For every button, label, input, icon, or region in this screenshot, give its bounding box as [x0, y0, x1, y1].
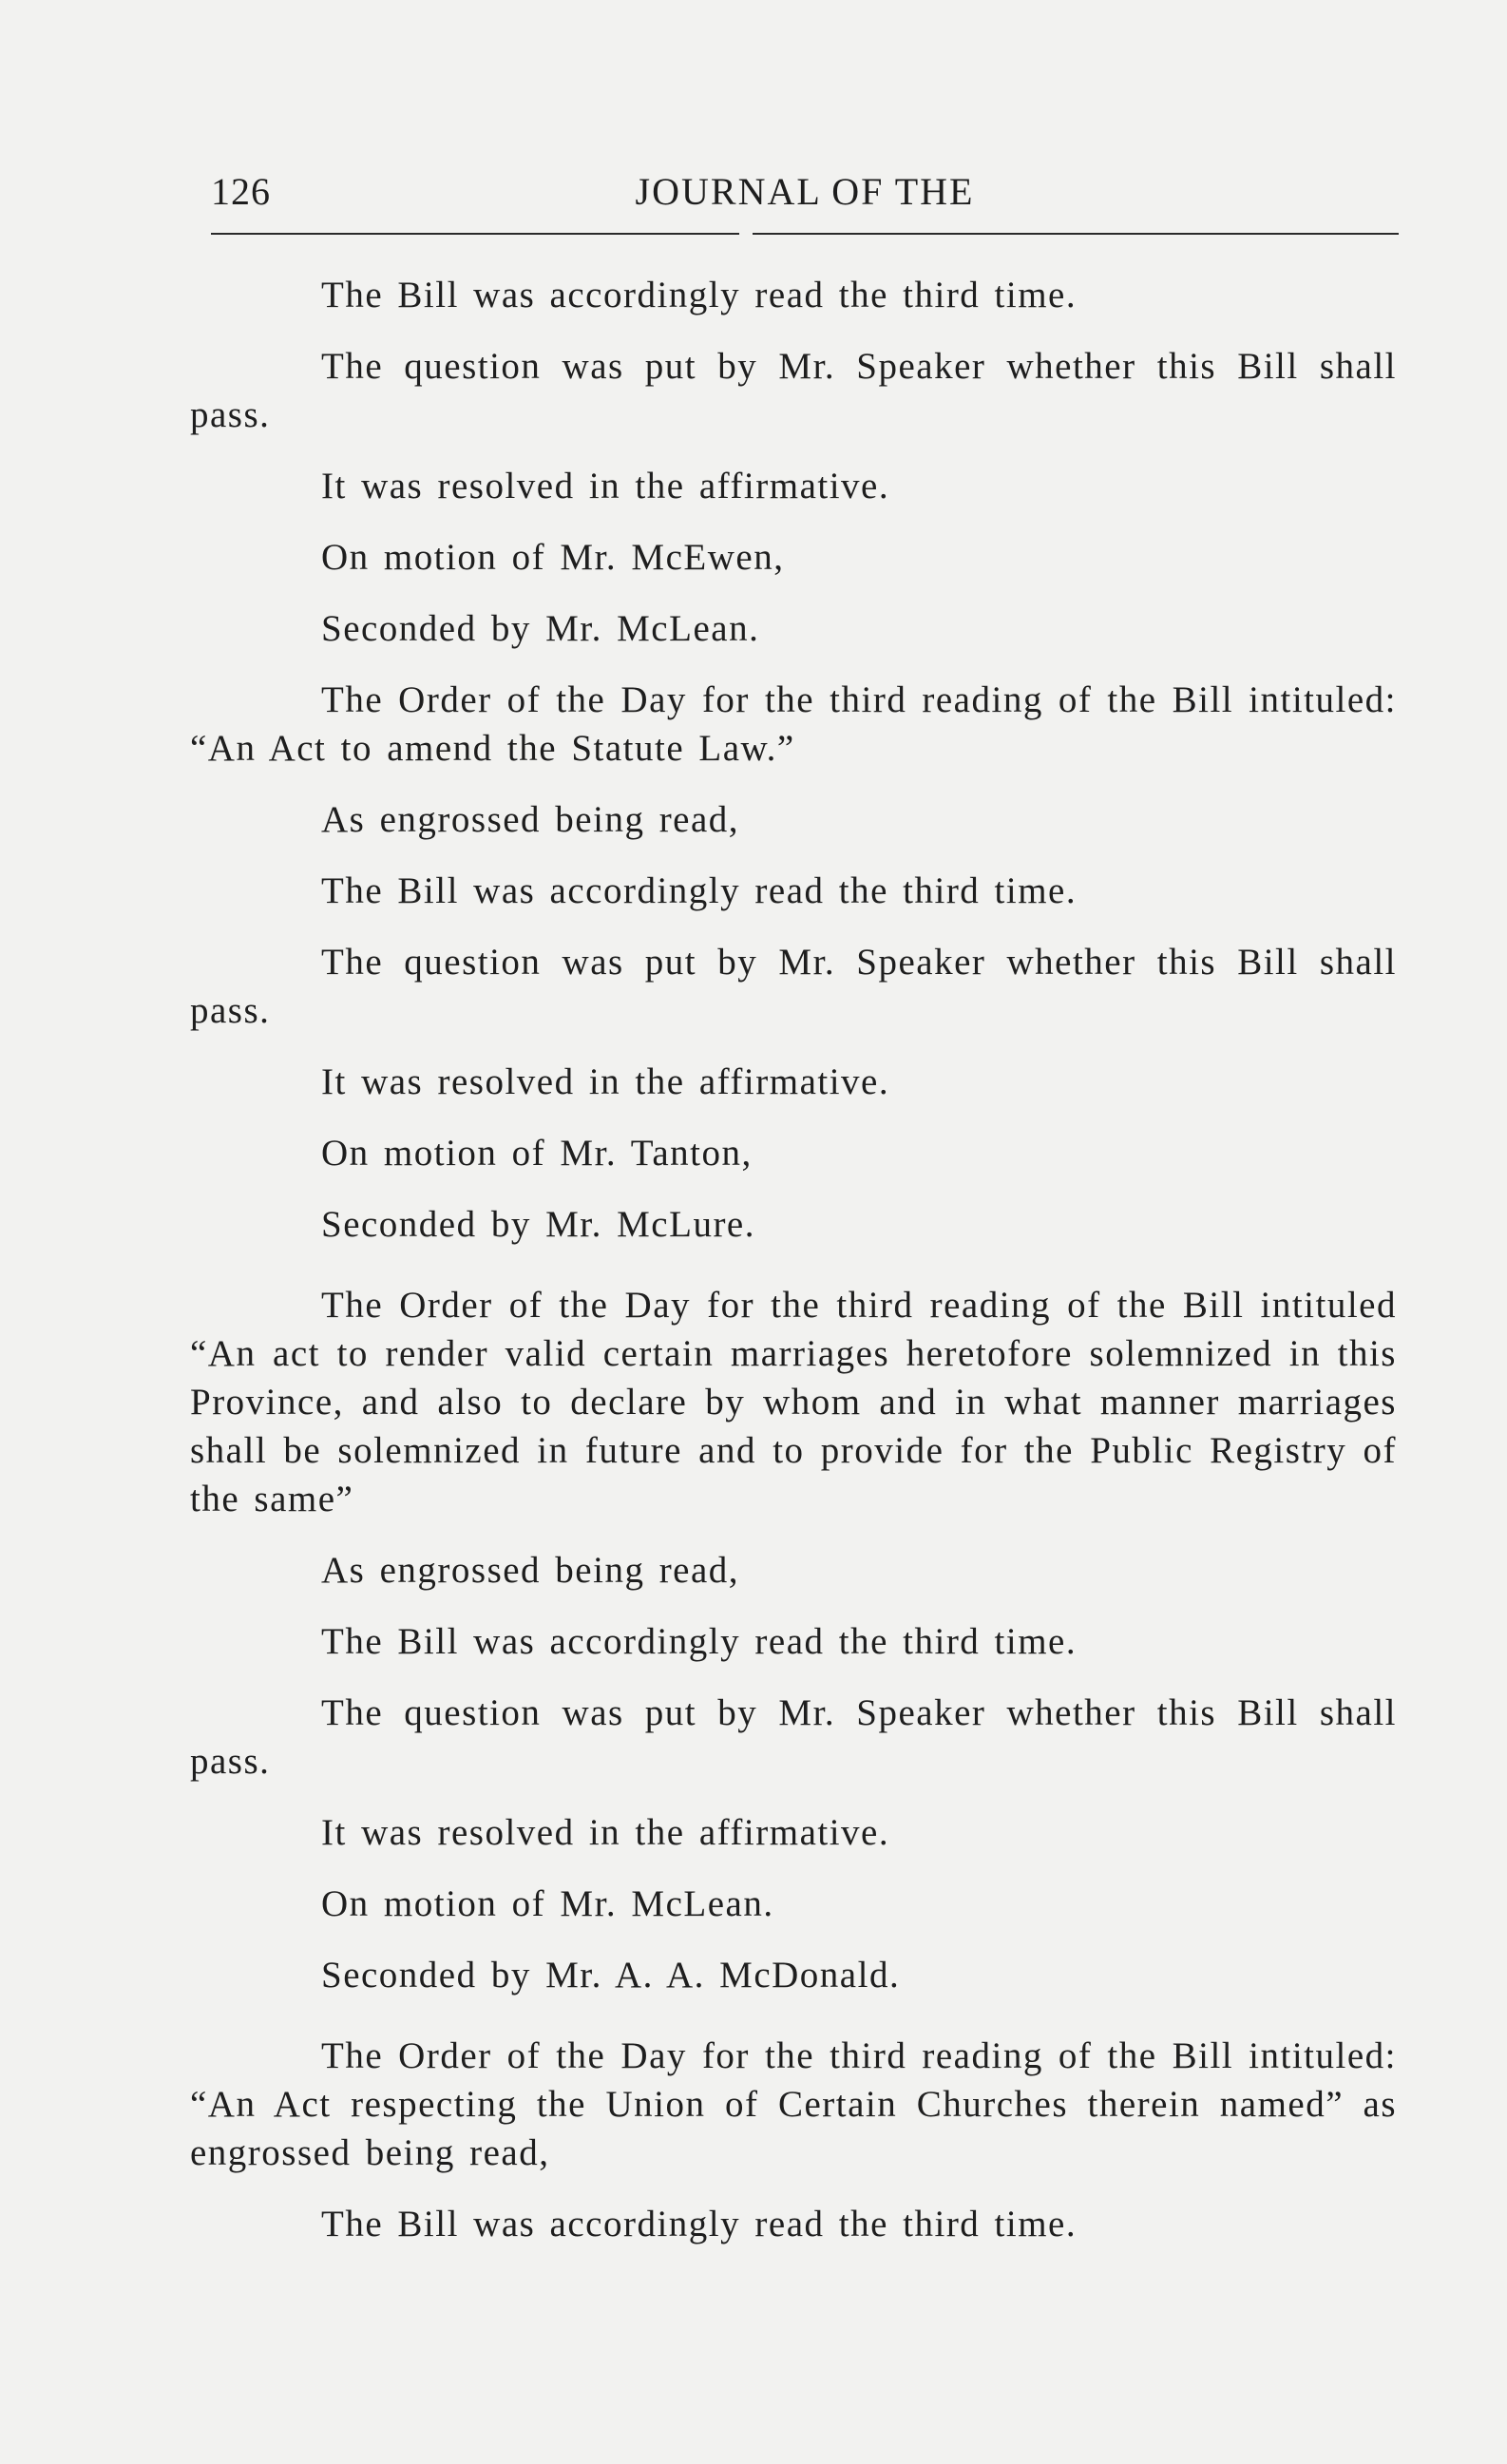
journal-body: [190, 271, 1397, 2271]
running-title: JOURNAL OF THE: [635, 170, 975, 213]
page-header: [211, 169, 1399, 226]
paragraph: On motion of Mr. Tanton,: [321, 1133, 753, 1174]
paragraph: The question was put by Mr. Speaker whether this Bill shall pass.: [190, 346, 1397, 435]
paragraph: The Bill was accordingly read the third time.: [321, 870, 1078, 911]
paragraph: The Order of the Day for the third reading of the Bill intituled: “An Act to amend the Statute Law.”: [190, 679, 1397, 769]
paragraph: It was resolved in the affirmative.: [321, 466, 890, 506]
paragraph: The Order of the Day for the third reading of the Bill intituled “An act to render valid certain marriages heretofore solemnized in this Province, and also to declare by whom and in what manner marriages shall be solemnized in future and to provide for the Public Registry of the same”: [190, 1285, 1397, 1519]
page-number: 126: [211, 170, 271, 213]
paragraph: It was resolved in the affirmative.: [321, 1061, 890, 1102]
paragraph: Seconded by Mr. McLean.: [321, 608, 760, 649]
paragraph: As engrossed being read,: [321, 1550, 740, 1591]
paragraph: It was resolved in the affirmative.: [321, 1812, 890, 1853]
header-rule-left: [211, 233, 739, 235]
header-rule-right: [753, 233, 1399, 235]
paragraph: Seconded by Mr. A. A. McDonald.: [321, 1955, 901, 1996]
paragraph: On motion of Mr. McLean.: [321, 1883, 774, 1924]
paragraph: The question was put by Mr. Speaker whether this Bill shall pass.: [190, 1692, 1397, 1782]
paragraph: On motion of Mr. McEwen,: [321, 537, 785, 578]
paragraph: The Bill was accordingly read the third time.: [321, 1621, 1078, 1662]
paragraph: The question was put by Mr. Speaker whether this Bill shall pass.: [190, 942, 1397, 1031]
paragraph: As engrossed being read,: [321, 799, 740, 840]
paragraph: Seconded by Mr. McLure.: [321, 1204, 755, 1245]
paragraph: The Bill was accordingly read the third time.: [321, 2204, 1078, 2244]
paragraph: The Order of the Day for the third reading of the Bill intituled: “An Act respecting the Union of Certain Churches therein named” as engrossed being read,: [190, 2035, 1397, 2173]
paragraph: The Bill was accordingly read the third time.: [321, 275, 1078, 315]
